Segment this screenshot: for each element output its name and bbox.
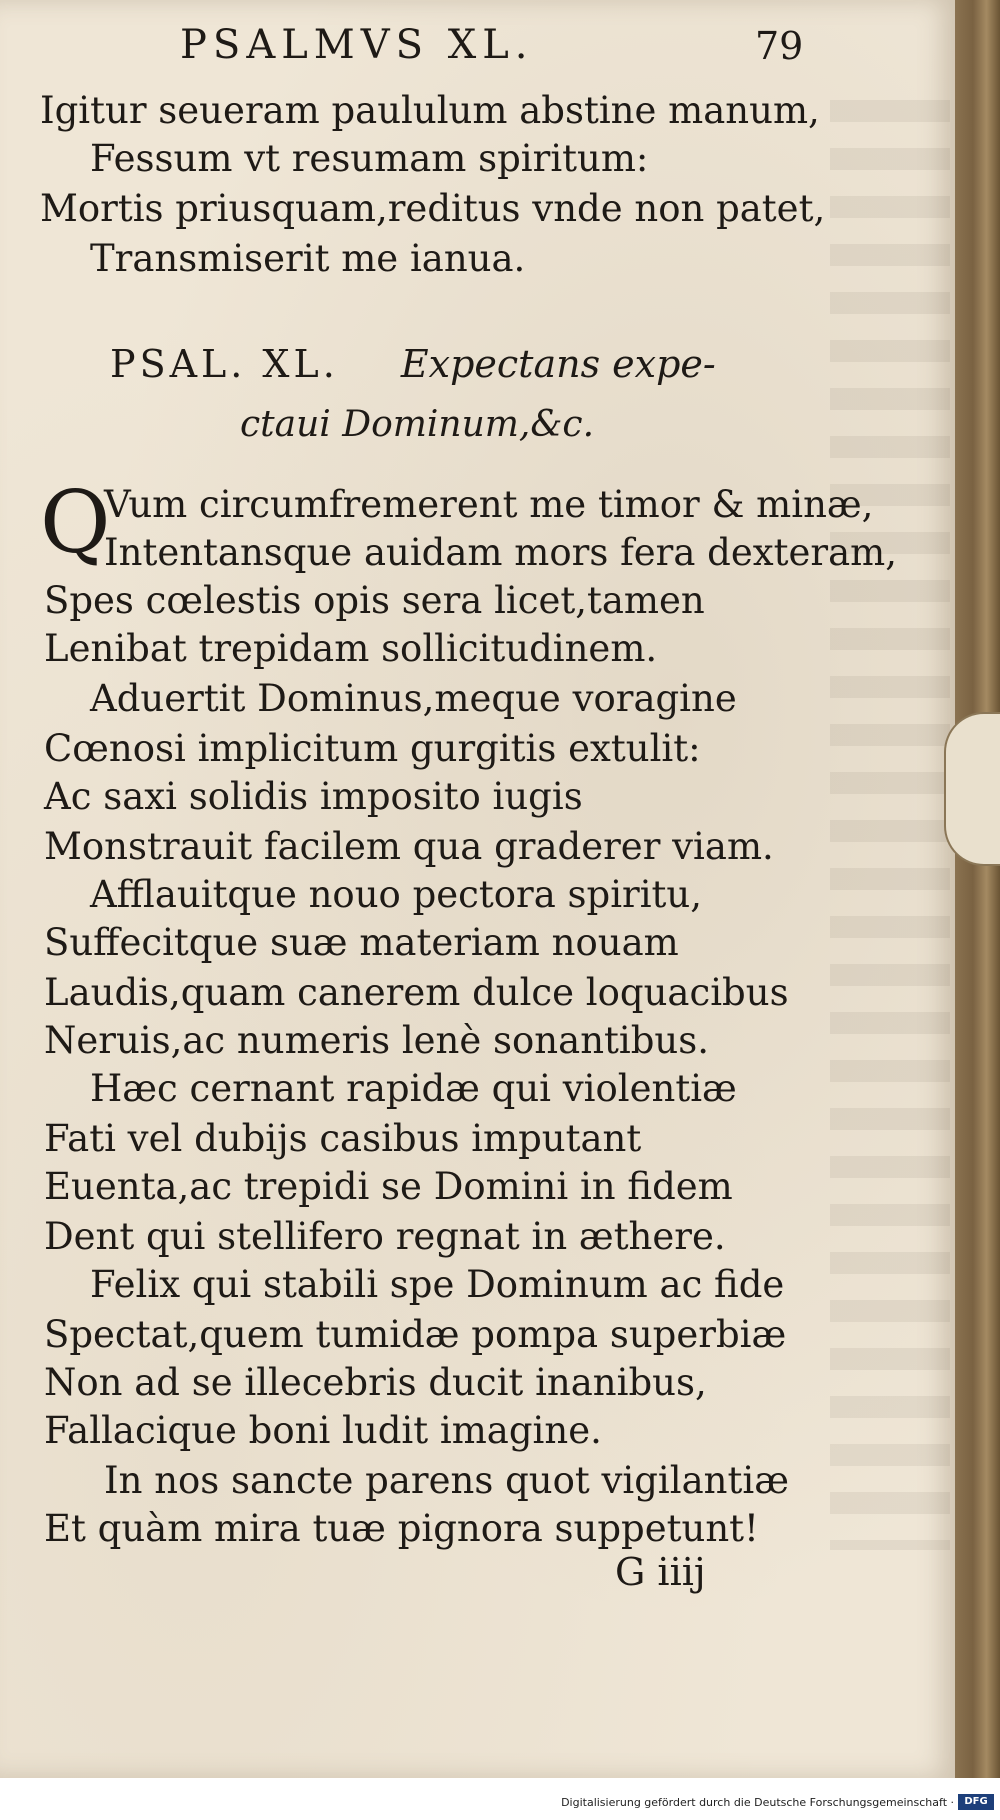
show-through-text xyxy=(830,100,950,1550)
verse-line: Mortis priusquam,reditus vnde non patet, xyxy=(40,187,826,230)
verse-line: Fessum vt resumam spiritum: xyxy=(90,137,649,180)
digitization-credit: Digitalisierung gefördert durch die Deutsche Forschungsgemeinschaft · xyxy=(561,1796,954,1809)
psalm-number: PSAL. XL. xyxy=(110,342,339,386)
verse-line: Fallacique boni ludit imagine. xyxy=(44,1409,602,1452)
verse-line: Euenta,ac trepidi se Domini in fidem xyxy=(44,1165,733,1208)
verse-line: Hæc cernant rapidæ qui violentiæ xyxy=(90,1067,737,1110)
verse-line: Igitur seueram paululum abstine manum, xyxy=(40,89,820,132)
verse-line: Transmiserit me ianua. xyxy=(90,237,526,280)
page-tab xyxy=(944,712,1000,866)
psalm-heading xyxy=(110,342,716,386)
verse-line: Neruis,ac numeris lenè sonantibus. xyxy=(44,1019,709,1062)
verse-line: Spectat,quem tumidæ pompa superbiæ xyxy=(44,1313,787,1356)
psalm-incipit: Expectans expe- xyxy=(400,342,716,386)
verse-line: Aduertit Dominus,meque voragine xyxy=(90,677,737,720)
verse-line: Et quàm mira tuæ pignora suppetunt! xyxy=(44,1507,759,1550)
verse-line: Laudis,quam canerem dulce loquacibus xyxy=(44,971,789,1014)
verse-line: Afflauitque nouo pectora spiritu, xyxy=(90,873,703,916)
verse-line: Lenibat trepidam sollicitudinem. xyxy=(44,627,658,670)
verse-line: Non ad se illecebris ducit inanibus, xyxy=(44,1361,707,1404)
verse-line: Intentansque auidam mors fera dexteram, xyxy=(104,531,897,574)
verse-line: Vum circumfremerent me timor & minæ, xyxy=(104,483,874,526)
verse-line: Monstrauit facilem qua graderer viam. xyxy=(44,825,774,868)
verse-line: Felix qui stabili spe Dominum ac fide xyxy=(90,1263,785,1306)
verse-line: Spes cœlestis opis sera licet,tamen xyxy=(44,579,705,622)
psalm-incipit-continued: ctaui Dominum,&c. xyxy=(240,404,595,445)
verse-line: In nos sancte parens quot vigilantiæ xyxy=(104,1459,789,1502)
verse-line: Ac saxi solidis imposito iugis xyxy=(44,775,583,818)
running-head: PSALMVS XL. xyxy=(180,22,534,68)
verse-line: Fati vel dubijs casibus imputant xyxy=(44,1117,642,1160)
drop-cap: Q xyxy=(40,473,111,573)
book-edge xyxy=(955,0,1000,1778)
signature-mark: G iiij xyxy=(615,1550,706,1594)
page-number: 79 xyxy=(755,24,804,68)
verse-line: Cœnosi implicitum gurgitis extulit: xyxy=(44,727,701,770)
verse-line: Suffecitque suæ materiam nouam xyxy=(44,921,679,964)
verse-line: Dent qui stellifero regnat in æthere. xyxy=(44,1215,726,1258)
dfg-logo: DFG xyxy=(958,1794,994,1810)
